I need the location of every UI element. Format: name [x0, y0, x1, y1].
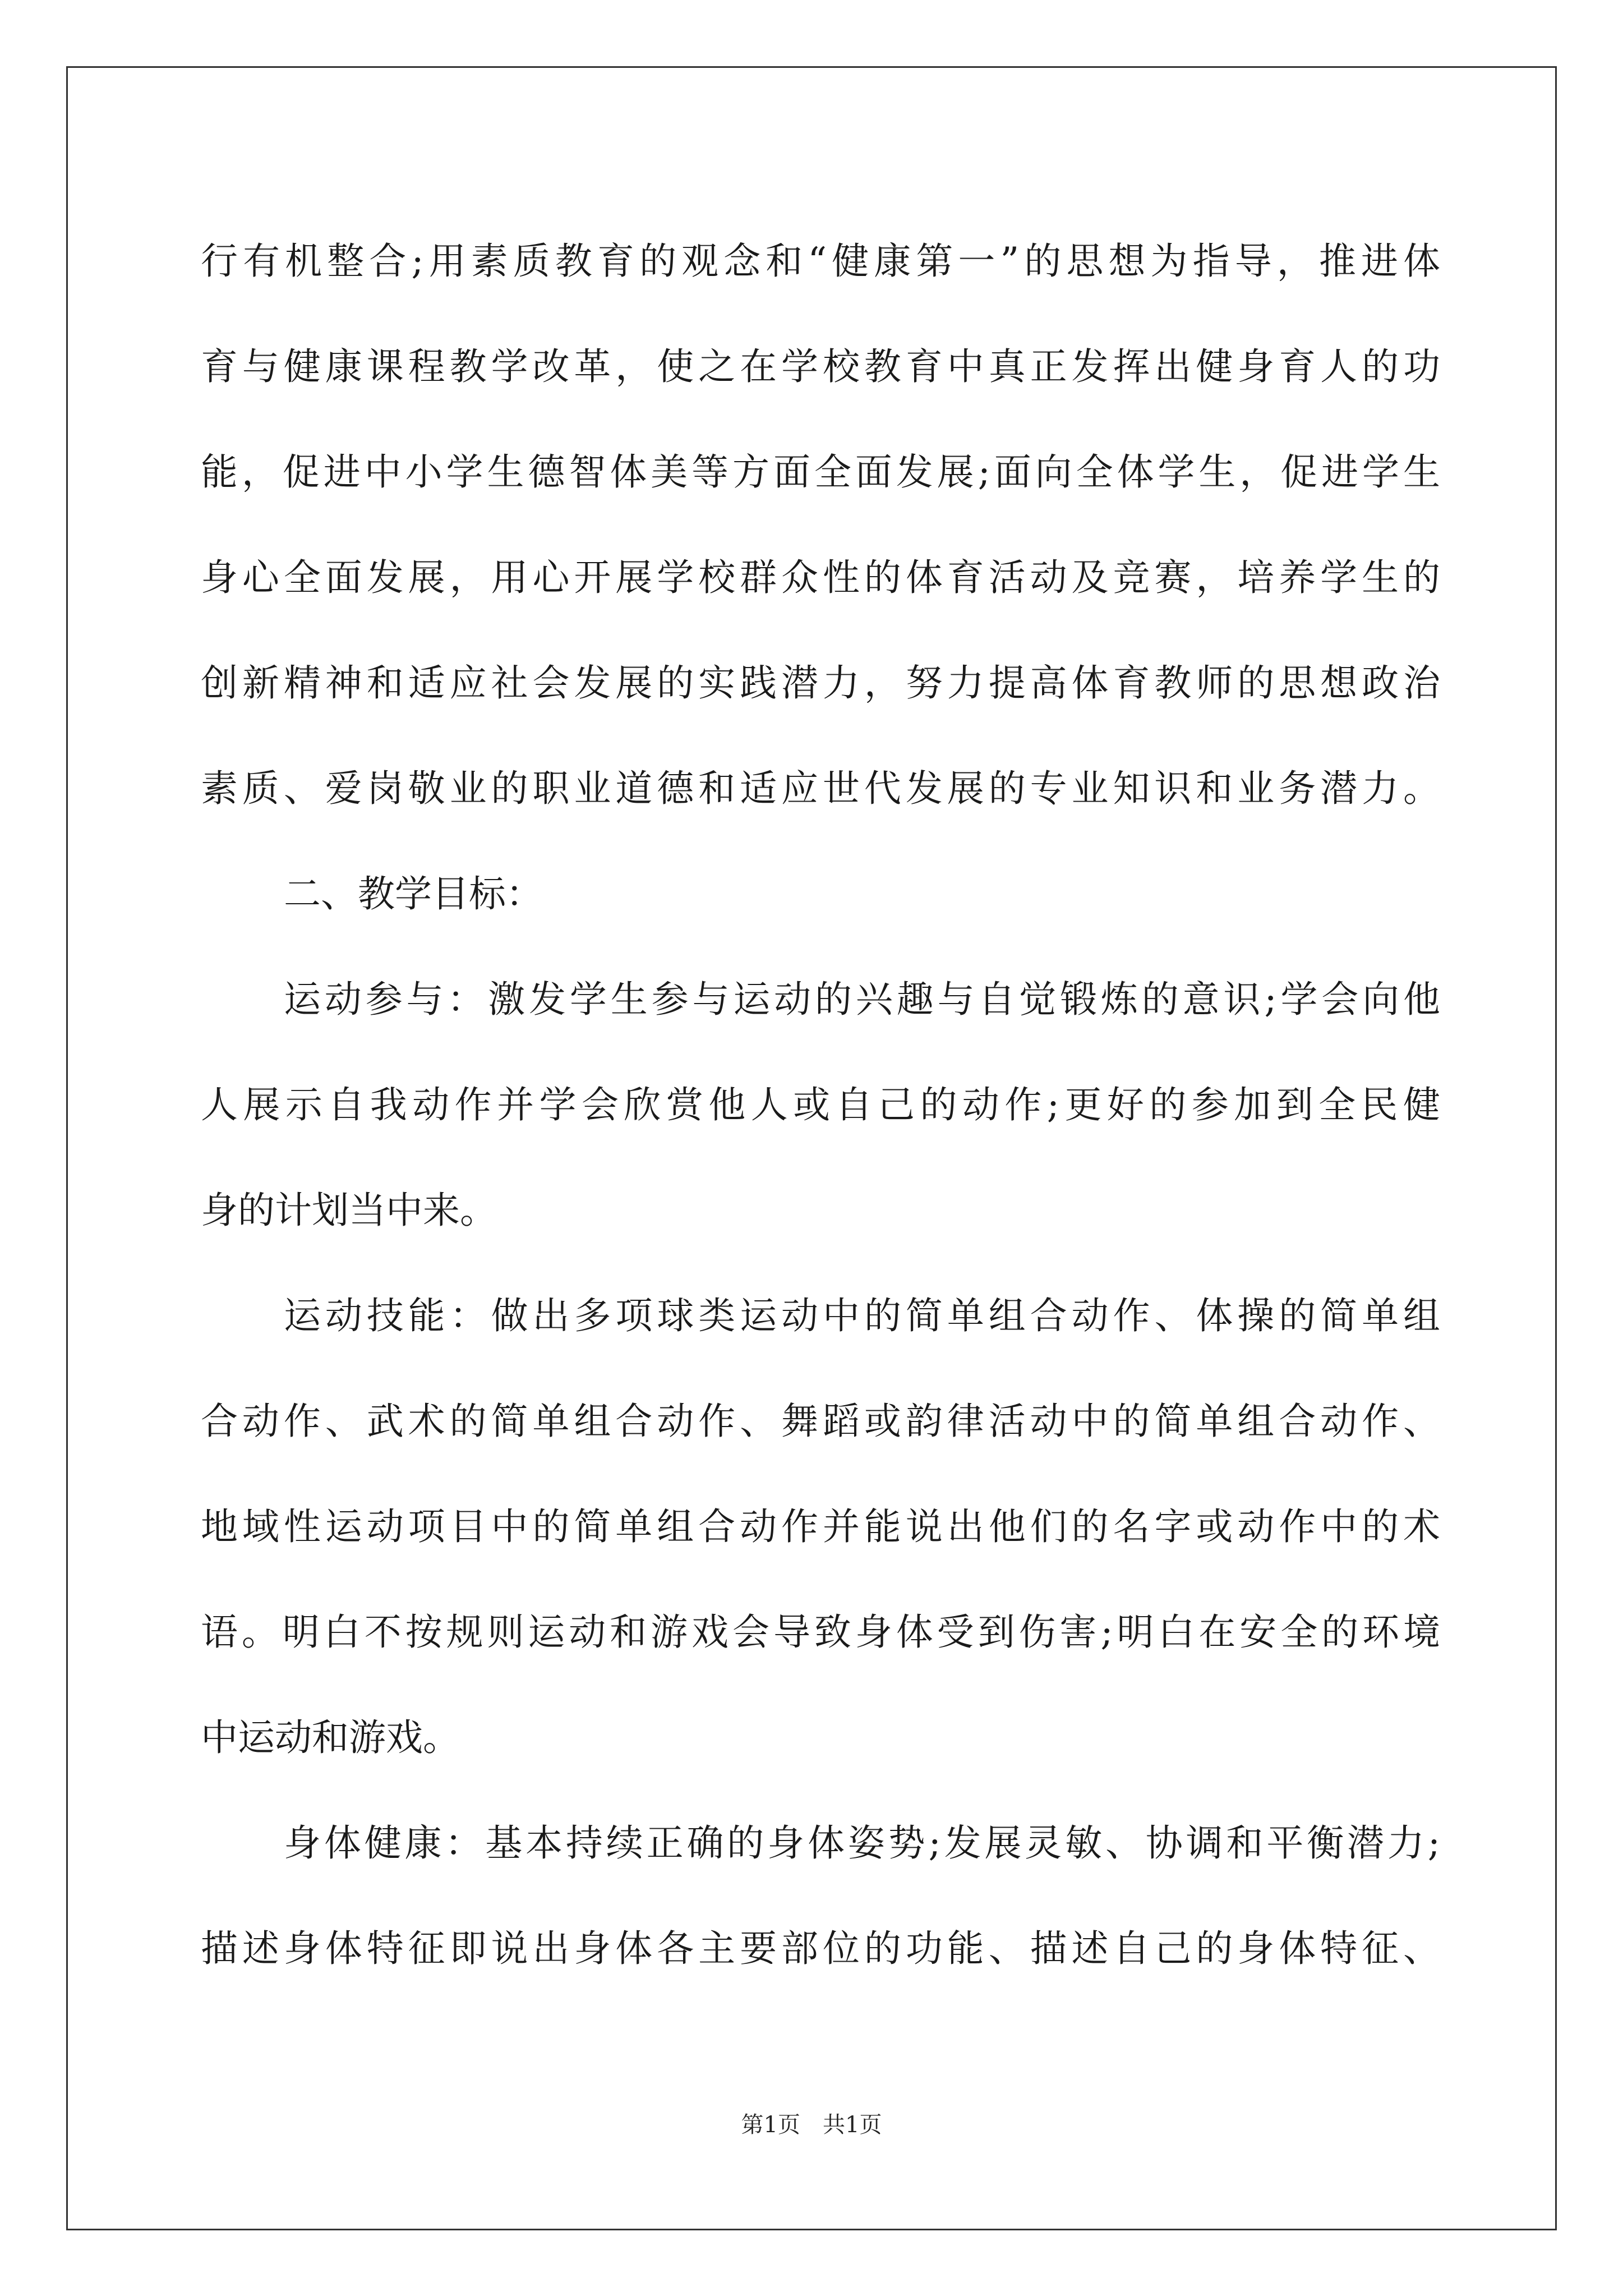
paragraph-last-line: 中运动和游戏。 [201, 1716, 460, 1759]
paragraph-last-line: 身的计划当中来。 [201, 1189, 497, 1232]
document-body [201, 209, 1440, 2001]
body-line: 创新精神和适应社会发展的实践潜力，努力提高体育教师的思想政治 [201, 661, 1440, 705]
body-line: 地域性运动项目中的简单组合动作并能说出他们的名字或动作中的术 [201, 1505, 1440, 1548]
body-line: 描述身体特征即说出身体各主要部位的功能、描述自己的身体特征、 [201, 1927, 1440, 1970]
paragraph-first-line: 身体健康：基本持续正确的身体姿势;发展灵敏、协调和平衡潜力; [284, 1821, 1440, 1865]
paragraph-first-line: 运动参与：激发学生参与运动的兴趣与自觉锻炼的意识;学会向他 [284, 978, 1440, 1021]
body-line: 能，促进中小学生德智体美等方面全面发展;面向全体学生，促进学生 [201, 450, 1440, 494]
body-line: 行有机整合;用素质教育的观念和“健康第一”的思想为指导，推进体 [201, 240, 1440, 283]
body-line: 语。明白不按规则运动和游戏会导致身体受到伤害;明白在安全的环境 [201, 1611, 1440, 1654]
page-number: 第1页 共1页 [741, 2112, 882, 2138]
body-line: 素质、爱岗敬业的职业道德和适应世代发展的专业知识和业务潜力。 [201, 767, 1440, 810]
section-heading: 二、教学目标： [284, 872, 543, 915]
body-line: 身心全面发展，用心开展学校群众性的体育活动及竞赛，培养学生的 [201, 556, 1440, 599]
body-line: 人展示自我动作并学会欣赏他人或自己的动作;更好的参加到全民健 [201, 1083, 1440, 1126]
body-line: 育与健康课程教学改革，使之在学校教育中真正发挥出健身育人的功 [201, 345, 1440, 388]
paragraph-first-line: 运动技能：做出多项球类运动中的简单组合动作、体操的简单组 [284, 1294, 1440, 1337]
body-line: 合动作、武术的简单组合动作、舞蹈或韵律活动中的简单组合动作、 [201, 1400, 1440, 1443]
